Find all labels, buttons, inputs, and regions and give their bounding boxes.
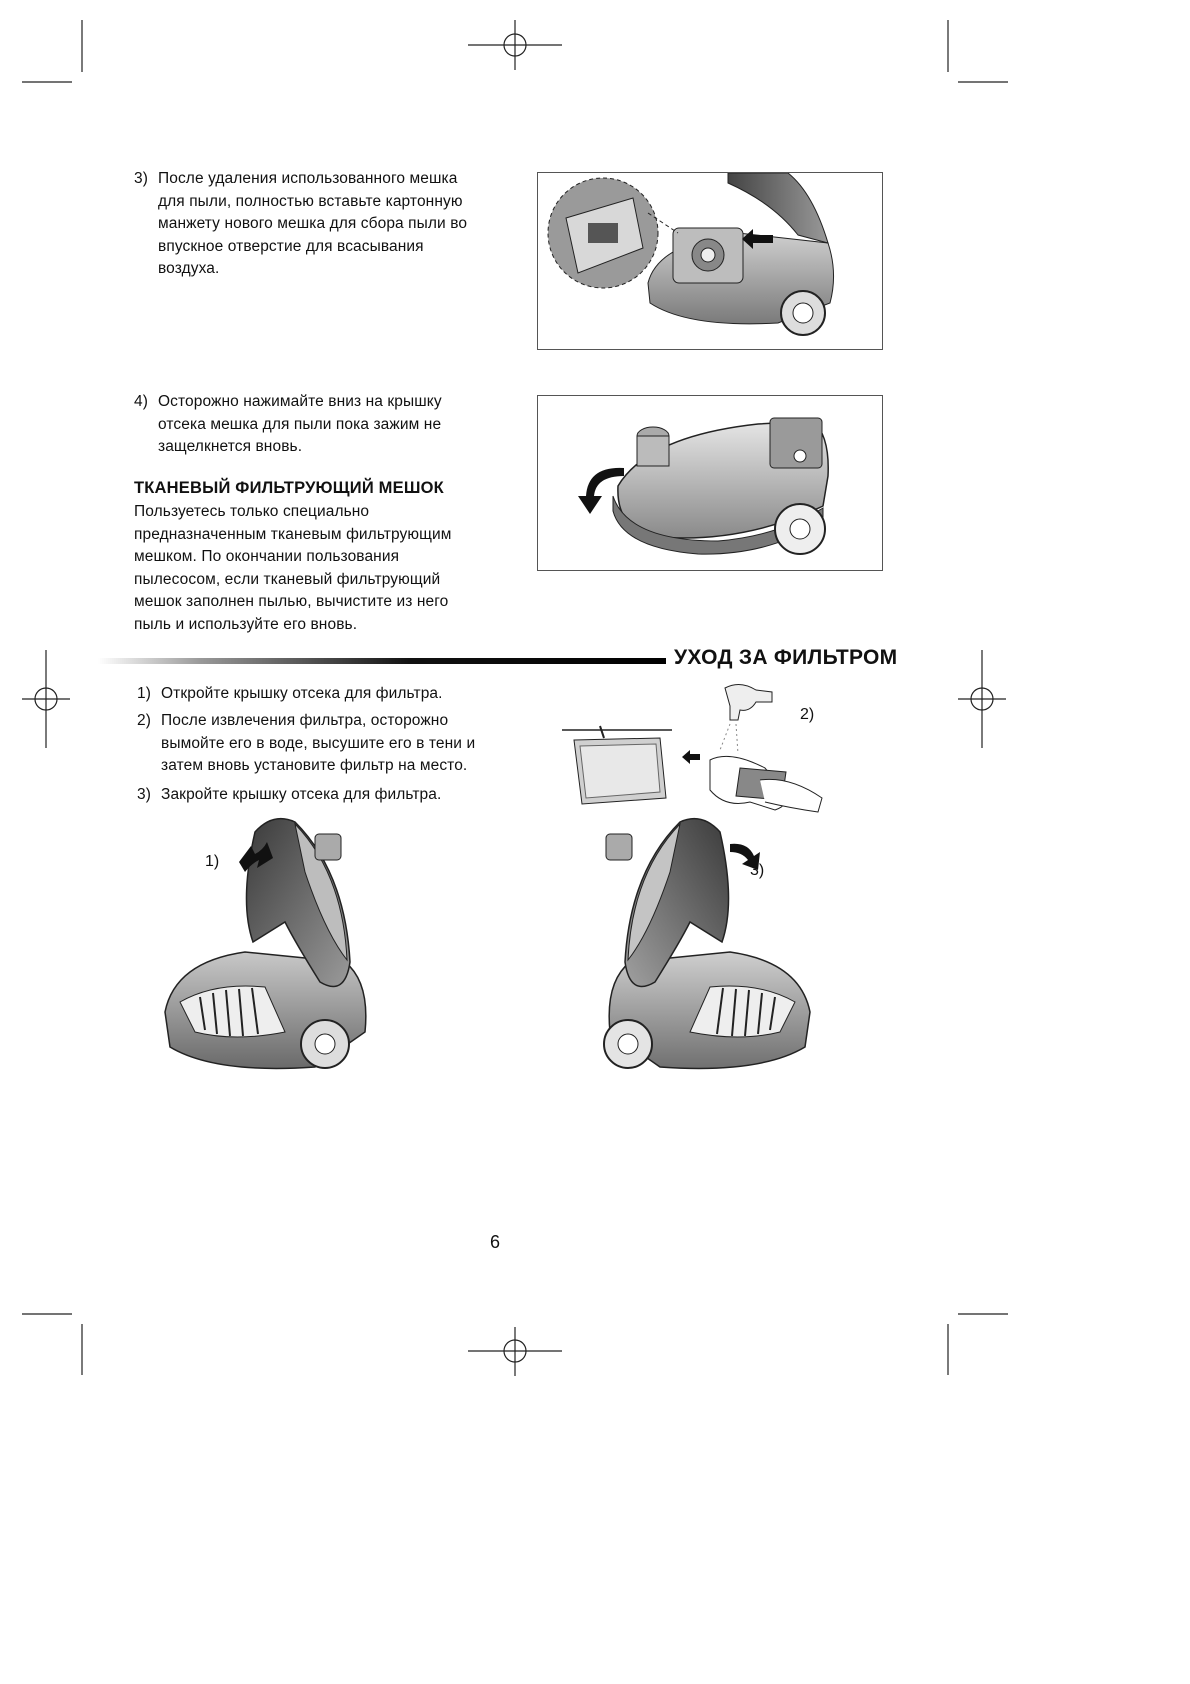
step-text-line: После извлечения фильтра, осторожно [161,712,449,729]
section-divider-bar [98,658,666,664]
step-text-line: затем вновь установите фильтр на место. [161,757,468,774]
figure-insert-bag [537,172,883,350]
step-text-line: защелкнется вновь. [158,438,303,455]
step-number: 3) [134,170,148,187]
step-number: 1) [137,685,151,702]
step-text-line: После удаления использованного мешка [158,170,458,187]
step-text-line: для пыли, полностью вставьте картонную [158,192,463,210]
step-text-line: Осторожно нажимайте вниз на крышку [158,393,442,410]
step-text-line: вымойте его в воде, высушите его в тени и [161,734,476,752]
paragraph-line: мешком. По окончании пользования [134,548,400,565]
step-text-line: Откройте крышку отсека для фильтра. [161,685,443,702]
step-number: 3) [137,786,151,803]
figure-open-filter-lid [155,812,385,1082]
step-number: 2) [137,712,151,729]
figure-close-filter-lid [590,812,820,1082]
filter-section-title: УХОД ЗА ФИЛЬТРОМ [674,646,898,669]
figure-close-bag-lid [537,395,883,571]
step-text-line: впускное отверстие для всасывания [158,237,424,255]
fabric-bag-text [134,501,451,636]
step-text-line: манжету нового мешка для сбора пыли во [158,215,468,232]
figure-label-open: 1) [205,853,220,870]
step-text-line: отсека мешка для пыли пока зажим не [158,415,442,433]
figure-wash-filter [560,680,850,820]
paragraph-line: мешок заполнен пылью, вычистите из него [134,593,449,610]
step-text-line: воздуха. [158,260,220,277]
paragraph-line: Пользуетесь только специально [134,503,370,520]
paragraph-line: пыль и используйте его вновь. [134,615,358,633]
page-number: 6 [490,1232,501,1252]
fabric-bag-heading: ТКАНЕВЫЙ ФИЛЬТРУЮЩИЙ МЕШОК [134,479,444,497]
step-number: 4) [134,393,148,410]
figure-label-wash: 2) [800,706,815,723]
figure-label-close: 3) [750,862,765,879]
step-text-line: Закройте крышку отсека для фильтра. [161,786,442,803]
paragraph-line: пылесосом, если тканевый фильтрующий [134,570,441,588]
paragraph-line: предназначенным тканевым фильтрующим [134,525,452,543]
